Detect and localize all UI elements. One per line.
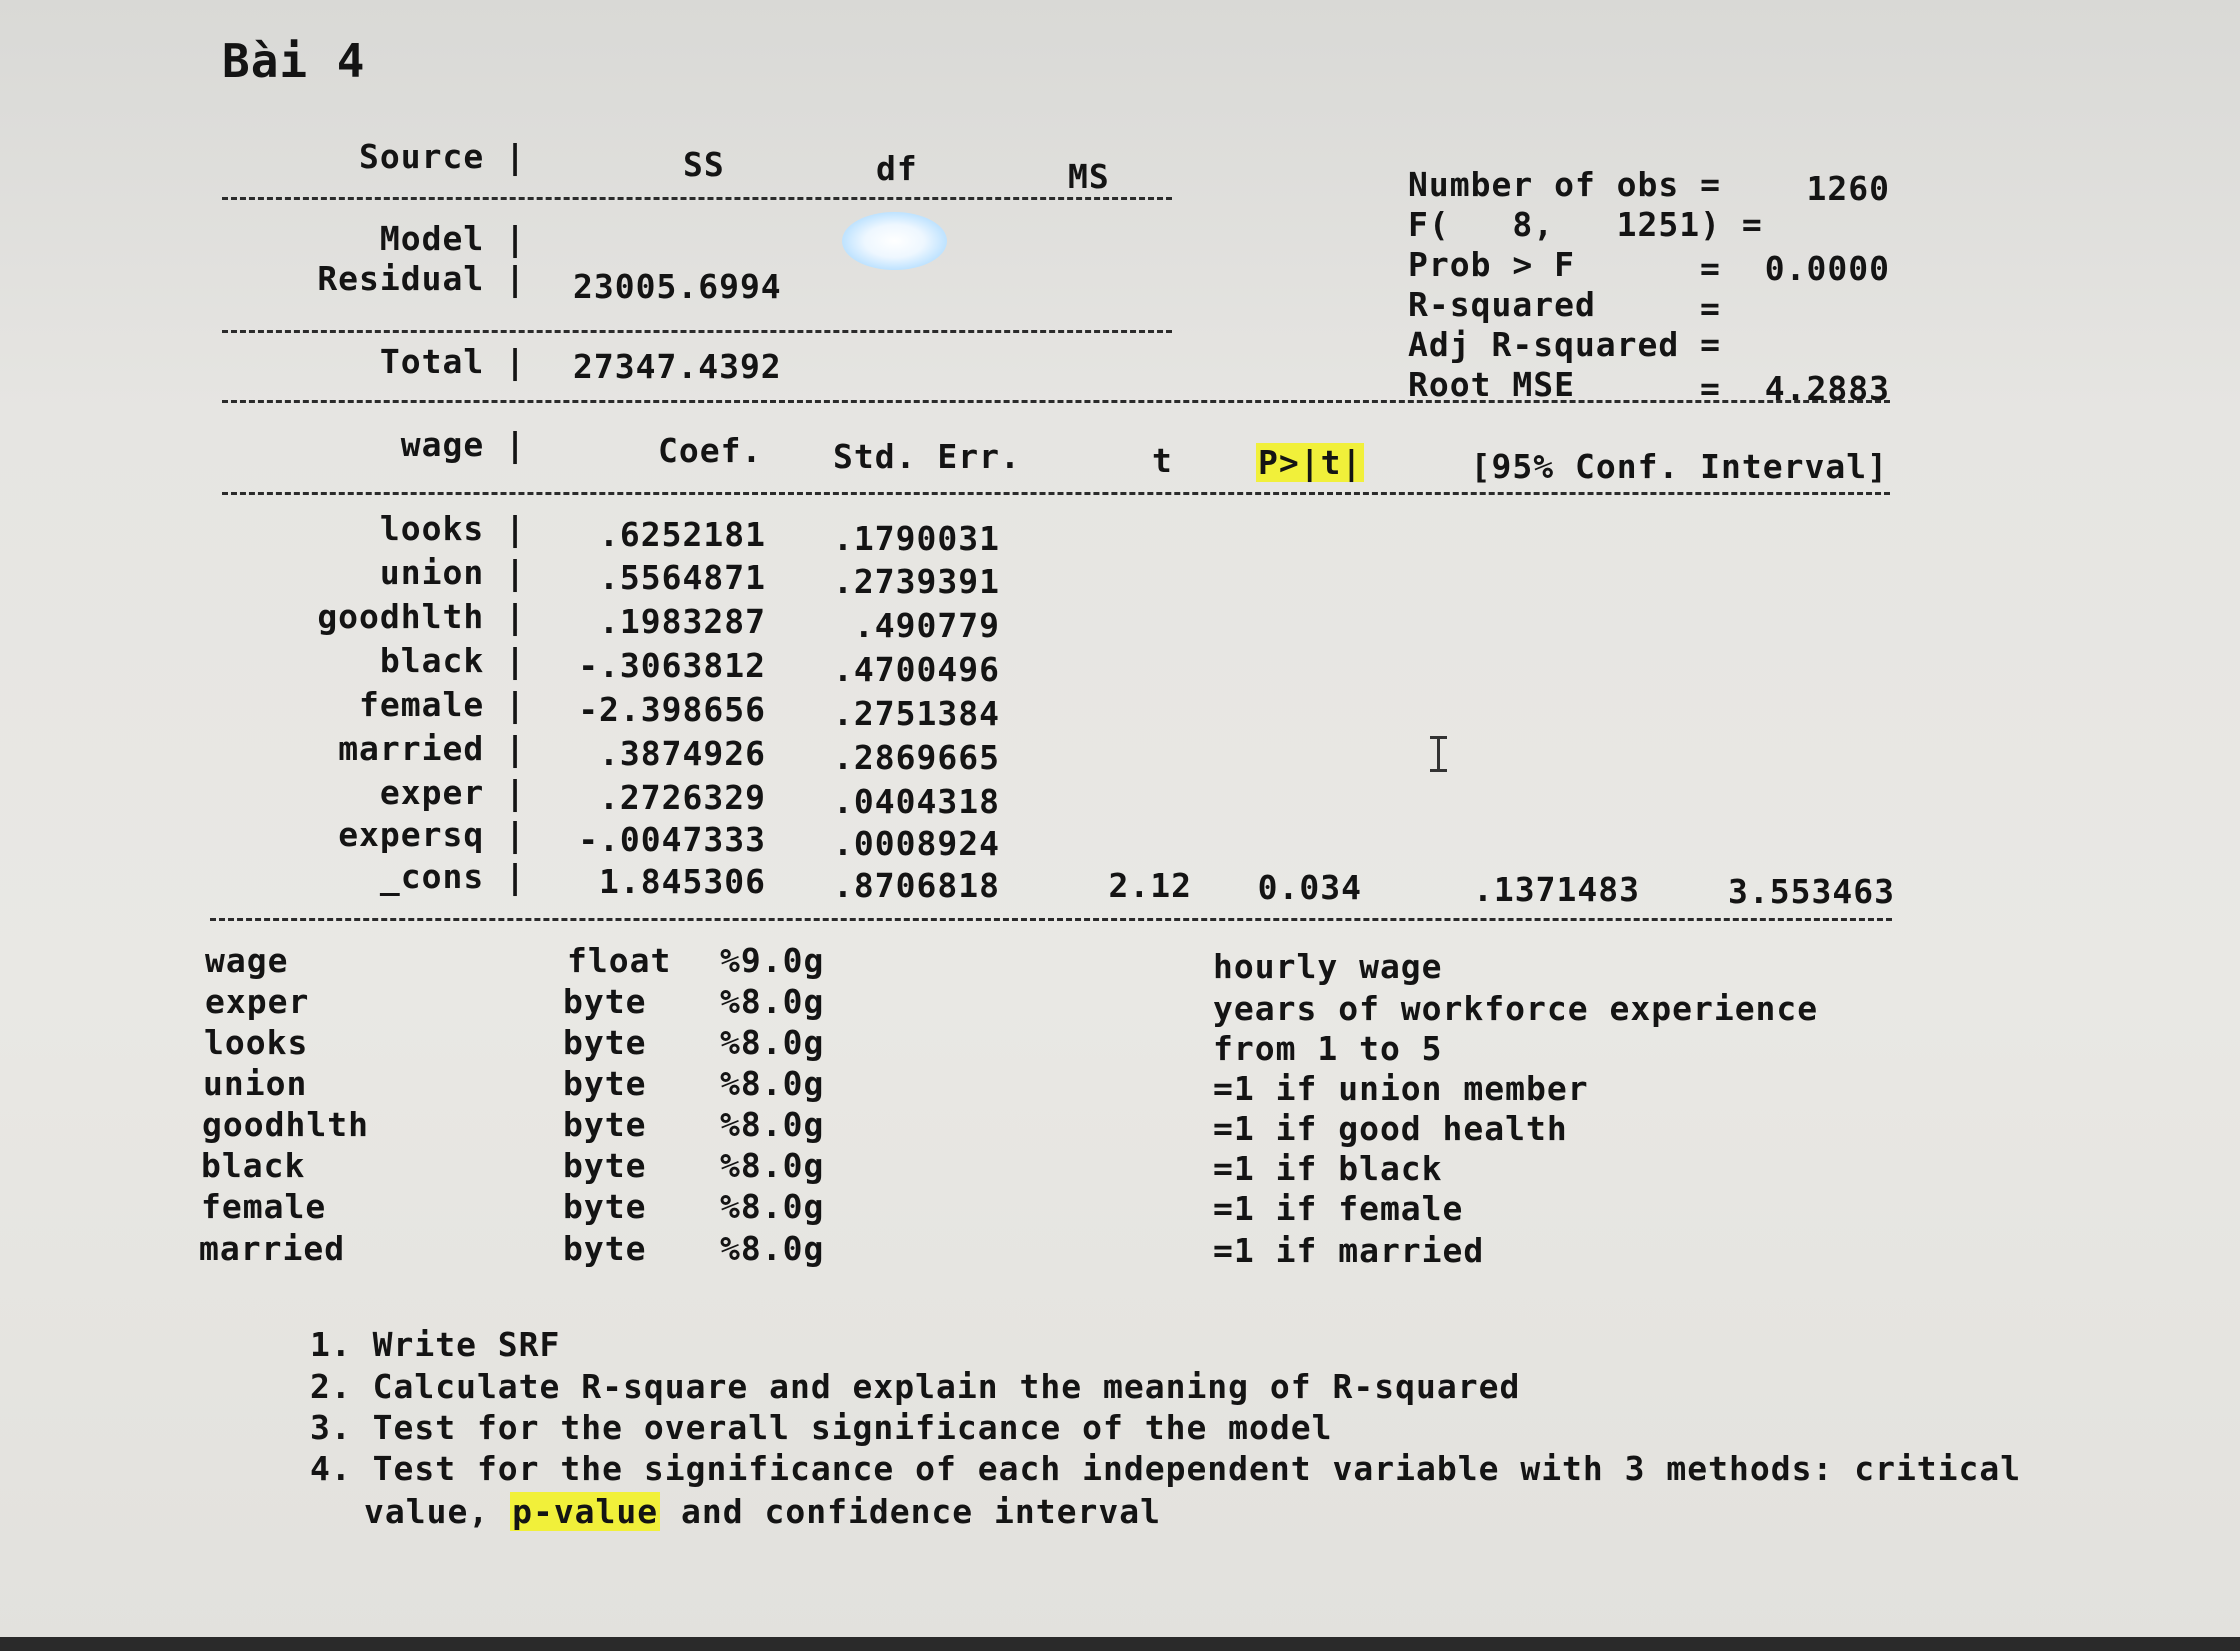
row-coef: .3874926 (599, 734, 766, 773)
screen-glare (842, 212, 947, 270)
var-type: float (567, 941, 672, 980)
text-cursor-icon (1428, 734, 1450, 774)
anova-residual-ss: 23005.6994 (573, 267, 782, 306)
stat-eq-rsq: = (1700, 289, 1721, 328)
var-name: married (199, 1229, 346, 1268)
row-se: .2869665 (833, 738, 1000, 777)
question-3: 3. Test for the overall significance of the model (310, 1408, 1333, 1447)
var-format: %8.0g (720, 982, 825, 1021)
anova-total-ss: 27347.4392 (573, 347, 782, 386)
var-name: looks (204, 1023, 309, 1062)
stat-eq-probf: = (1700, 249, 1721, 288)
var-format: %8.0g (720, 1023, 825, 1062)
row-var: _cons | (379, 857, 526, 896)
stat-label-rmse: Root MSE (1408, 365, 1575, 404)
p-header (1256, 443, 1364, 482)
var-label: =1 if female (1213, 1189, 1464, 1228)
row-coef: .6252181 (599, 515, 766, 554)
se-header: Std. Err. (833, 437, 1021, 476)
row-var: married | (338, 729, 526, 768)
table-top-divider (222, 400, 1890, 403)
row-se: .2739391 (833, 562, 1000, 601)
row-ci-high: 3.553463 (1728, 872, 1895, 911)
stat-value-nobs: 1260 (1806, 169, 1890, 208)
row-se: .0404318 (833, 782, 1000, 821)
var-label: =1 if married (1213, 1231, 1485, 1270)
row-se: .4700496 (833, 650, 1000, 689)
anova-ss-header: SS (683, 145, 725, 184)
coef-var-header: wage | (400, 425, 526, 464)
var-name: goodhlth (202, 1105, 369, 1144)
var-type: byte (563, 1187, 647, 1226)
p-header-highlight: P>|t| (1258, 443, 1363, 482)
anova-model-label: Model | (379, 219, 526, 258)
var-label: hourly wage (1213, 947, 1443, 986)
var-type: byte (563, 982, 647, 1021)
question-4: 4. Test for the significance of each independent variable with 3 methods: critical (310, 1449, 2022, 1488)
var-name: black (201, 1146, 306, 1185)
question-4-text-a: value, (364, 1492, 511, 1531)
anova-header-divider (222, 197, 1172, 200)
var-name: union (203, 1064, 308, 1103)
row-var: looks | (379, 509, 526, 548)
var-name: exper (205, 982, 310, 1021)
row-ci-low: .1371483 (1473, 870, 1640, 909)
stat-value-probf: 0.0000 (1764, 249, 1890, 288)
stat-label-rsq: R-squared (1408, 285, 1596, 324)
row-coef: -.0047333 (578, 820, 766, 859)
var-label: from 1 to 5 (1213, 1029, 1443, 1068)
anova-ms-header: MS (1068, 157, 1110, 196)
row-var: exper | (379, 773, 526, 812)
var-name: female (201, 1187, 327, 1226)
row-t: 2.12 (1108, 866, 1192, 905)
stat-label-adjrsq: Adj R-squared = (1408, 325, 1722, 364)
var-type: byte (563, 1023, 647, 1062)
stat-eq-rmse: = (1700, 369, 1721, 408)
question-1: 1. Write SRF (310, 1325, 561, 1364)
question-2: 2. Calculate R-square and explain the meaning of R-squared (310, 1367, 1521, 1406)
row-var: union | (379, 553, 526, 592)
screen-bezel (0, 1637, 2240, 1651)
var-type: byte (563, 1229, 647, 1268)
anova-total-label: Total | (379, 342, 526, 381)
var-format: %8.0g (720, 1105, 825, 1144)
stat-value-rmse: 4.2883 (1764, 369, 1890, 408)
var-type: byte (563, 1146, 647, 1185)
var-label: =1 if good health (1213, 1109, 1568, 1148)
row-coef: .1983287 (599, 602, 766, 641)
row-se: .1790031 (833, 519, 1000, 558)
anova-residual-label: Residual | (317, 259, 526, 298)
row-coef: .2726329 (599, 778, 766, 817)
var-format: %9.0g (720, 941, 825, 980)
var-format: %8.0g (720, 1229, 825, 1268)
coef-header: Coef. (658, 431, 763, 470)
var-name: wage (205, 941, 289, 980)
row-se: .8706818 (833, 866, 1000, 905)
row-se: .490779 (853, 606, 1000, 645)
var-format: %8.0g (720, 1187, 825, 1226)
question-4-continued (364, 1492, 1161, 1531)
anova-df-header: df (876, 149, 918, 188)
ci-header: [95% Conf. Interval] (1470, 447, 1888, 486)
row-var: black | (379, 641, 526, 680)
question-4-text-b: and confidence interval (660, 1492, 1161, 1531)
stat-label-probf: Prob > F (1408, 245, 1575, 284)
var-label: =1 if black (1213, 1149, 1443, 1188)
table-bottom-divider (210, 918, 1892, 921)
row-coef: -2.398656 (578, 690, 766, 729)
stat-label-f: F( 8, 1251) = (1408, 205, 1763, 244)
row-coef: -.3063812 (578, 646, 766, 685)
p-value-highlight: p-value (512, 1492, 659, 1531)
row-coef: 1.845306 (599, 862, 766, 901)
row-se: .0008924 (833, 824, 1000, 863)
var-type: byte (563, 1105, 647, 1144)
row-var: goodhlth | (317, 597, 526, 636)
row-var: expersq | (338, 815, 526, 854)
anova-body-divider (222, 330, 1172, 333)
page-title: Bài 4 (222, 34, 366, 88)
row-se: .2751384 (833, 694, 1000, 733)
var-label: years of workforce experience (1213, 989, 1819, 1028)
var-format: %8.0g (720, 1064, 825, 1103)
anova-source-header: Source | (359, 137, 526, 176)
table-header-divider (222, 492, 1890, 495)
row-var: female | (359, 685, 526, 724)
var-format: %8.0g (720, 1146, 825, 1185)
t-header: t (1152, 441, 1173, 480)
var-label: =1 if union member (1213, 1069, 1589, 1108)
stat-label-nobs: Number of obs = (1408, 165, 1722, 204)
row-coef: .5564871 (599, 558, 766, 597)
row-p: 0.034 (1257, 868, 1362, 907)
var-type: byte (563, 1064, 647, 1103)
